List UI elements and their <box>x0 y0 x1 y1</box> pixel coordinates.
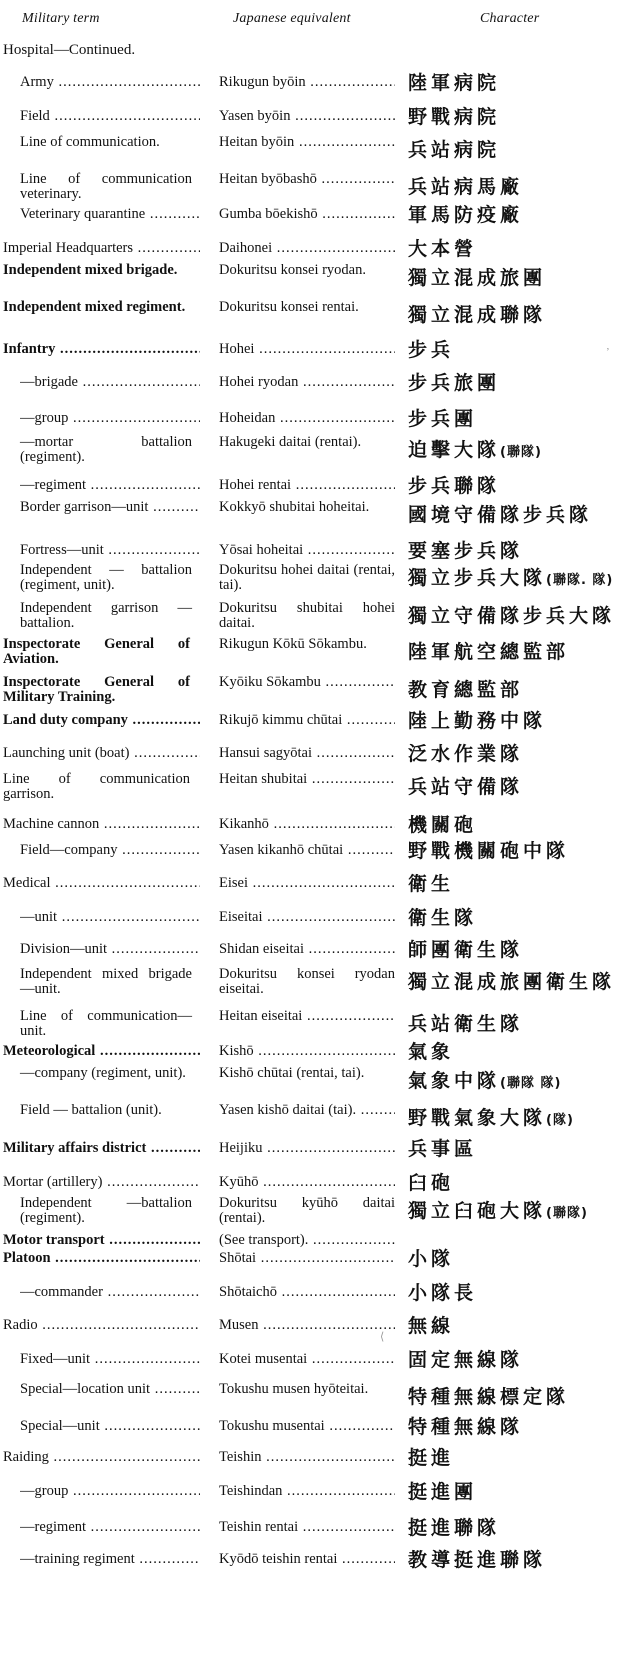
military-term: Field — battalion (unit). <box>20 1102 162 1118</box>
character-main: 教育總監部 <box>408 679 524 701</box>
military-term: Meteorological ..... <box>3 1044 200 1059</box>
character-text <box>408 372 636 394</box>
military-term: Launching unit (boat) ..... <box>3 746 200 761</box>
military-term: Machine cannon ..... <box>3 817 200 832</box>
character-text <box>408 1447 636 1469</box>
character-note: (聯隊) <box>500 445 542 460</box>
character-note: (聯隊 隊) <box>500 1076 562 1091</box>
japanese-equivalent: Shōtaichō ..... <box>219 1285 395 1300</box>
japanese-equivalent: Eisei ..... <box>219 876 395 891</box>
military-term: Army ..... <box>20 75 200 90</box>
character-text <box>408 873 636 895</box>
character-main: 挺進 <box>408 1447 455 1469</box>
japanese-equivalent: Yasen byōin ..... <box>219 109 395 124</box>
japanese-equivalent: Shidan eiseitai ..... <box>219 942 395 957</box>
character-text <box>408 1315 636 1337</box>
character-main: 步兵旅團 <box>408 372 501 394</box>
character-main: 兵站守備隊 <box>408 776 524 798</box>
column-header-military-term: Military term <box>22 11 100 26</box>
character-main: 兵站病院 <box>408 139 501 161</box>
character-main: 無線 <box>408 1315 455 1337</box>
military-term: Special—unit ..... <box>20 1419 200 1434</box>
military-term: —regiment ..... <box>20 478 200 493</box>
character-text <box>408 1248 636 1270</box>
character-main: 陸上勤務中隊 <box>408 710 547 732</box>
character-main: 教導挺進聯隊 <box>408 1549 547 1571</box>
character-main: 野戰氣象大隊 <box>408 1107 547 1129</box>
japanese-equivalent: Heitan shubitai ..... <box>219 772 395 787</box>
military-term: Field—company ..... <box>20 843 200 858</box>
military-term: —company (regiment, unit). <box>20 1065 186 1081</box>
character-text <box>408 1200 636 1225</box>
military-term: Line of communication. <box>20 134 160 150</box>
character-text <box>408 1041 636 1063</box>
military-term: Fixed—unit ..... <box>20 1352 200 1367</box>
military-term: Raiding ..... <box>3 1450 200 1465</box>
japanese-equivalent: Kikanhō ..... <box>219 817 395 832</box>
military-term: Medical ..... <box>3 876 200 891</box>
japanese-equivalent: Kyōiku Sōkambu ..... <box>219 675 395 690</box>
character-text <box>408 605 636 627</box>
character-text <box>408 1549 636 1571</box>
character-text <box>408 267 636 289</box>
military-term: Independent mixed brigade. <box>3 262 178 278</box>
japanese-equivalent: Hohei ..... <box>219 342 395 357</box>
character-main: 獨立混成旅團 <box>408 267 547 289</box>
character-main: 步兵團 <box>408 408 478 430</box>
character-text <box>408 567 636 592</box>
japanese-equivalent: Dokuritsu konsei ryodan. <box>219 262 366 278</box>
military-term: —mortar battalion (regiment). <box>20 434 192 465</box>
character-text <box>408 1282 636 1304</box>
character-text <box>408 408 636 430</box>
military-term: Independent —battalion (regiment). <box>20 1195 192 1226</box>
japanese-equivalent: Rikugun Kōkū Sōkambu. <box>219 636 367 652</box>
character-text <box>408 641 636 663</box>
character-text <box>408 1416 636 1438</box>
military-term: Platoon ..... <box>3 1251 200 1266</box>
character-note: (隊) <box>546 1113 574 1128</box>
japanese-equivalent: Kokkyō shubitai hoheitai. <box>219 499 370 515</box>
character-text <box>408 840 636 862</box>
military-term: Land duty company ..... <box>3 713 200 728</box>
military-term: Independent garrison —battalion. <box>20 600 192 631</box>
character-main: 挺進聯隊 <box>408 1517 501 1539</box>
military-term: Mortar (artillery) ..... <box>3 1175 200 1190</box>
character-text <box>408 475 636 497</box>
character-main: 國境守備隊步兵隊 <box>408 504 593 526</box>
japanese-equivalent: Dokuritsu kyūhō daitai (rentai). <box>219 1195 395 1226</box>
japanese-equivalent: Hoheidan ..... <box>219 411 395 426</box>
military-term: Infantry ..... <box>3 342 200 357</box>
japanese-equivalent: Dokuritsu konsei rentai. <box>219 299 359 315</box>
military-term: Imperial Headquarters ..... <box>3 241 200 256</box>
military-term: Division—unit ..... <box>20 942 200 957</box>
character-main: 野戰病院 <box>408 106 501 128</box>
character-main: 泛水作業隊 <box>408 743 524 765</box>
japanese-equivalent: Tokushu musen hyōteitai. <box>219 1381 369 1397</box>
character-main: 小隊長 <box>408 1282 478 1304</box>
military-term: —training regiment ..... <box>20 1552 200 1567</box>
japanese-equivalent: Hohei rentai ..... <box>219 478 395 493</box>
character-text <box>408 971 636 993</box>
japanese-equivalent: Teishin ..... <box>219 1450 395 1465</box>
character-main: 臼砲 <box>408 1172 455 1194</box>
character-text <box>408 1070 636 1095</box>
character-main: 特種無線標定隊 <box>408 1386 570 1408</box>
character-main: 師團衛生隊 <box>408 939 524 961</box>
military-term: Radio ..... <box>3 1318 200 1333</box>
character-main: 要塞步兵隊 <box>408 540 524 562</box>
character-main: 獨立臼砲大隊 <box>408 1200 547 1222</box>
character-text <box>408 743 636 765</box>
military-term: Line of communication veterinary. <box>20 171 192 202</box>
military-term: Motor transport ..... <box>3 1233 200 1248</box>
japanese-equivalent: Heijiku ..... <box>219 1141 395 1156</box>
character-main: 陸軍航空總監部 <box>408 641 570 663</box>
character-main: 氣象中隊 <box>408 1070 501 1092</box>
character-text <box>408 106 636 128</box>
character-main: 小隊 <box>408 1248 455 1270</box>
japanese-equivalent: (See transport). ..... <box>219 1233 395 1248</box>
character-main: 獨立混成旅團衛生隊 <box>408 971 616 993</box>
military-term: Field ..... <box>20 109 200 124</box>
character-text <box>408 814 636 836</box>
character-text <box>408 939 636 961</box>
japanese-equivalent: Dokuritsu hohei daitai (rentai, tai). <box>219 562 395 593</box>
military-term: Independent — battalion (regiment, unit). <box>20 562 192 593</box>
character-text <box>408 504 636 526</box>
military-term: Inspectorate General of Military Training. <box>3 674 190 705</box>
character-main: 衛生 <box>408 873 455 895</box>
japanese-equivalent: Heitan eiseitai ..... <box>219 1009 395 1024</box>
military-term: Line of communication garrison. <box>3 771 190 802</box>
character-main: 兵事區 <box>408 1138 478 1160</box>
military-term: —unit ..... <box>20 910 200 925</box>
japanese-equivalent: Hakugeki daitai (rentai). <box>219 434 362 450</box>
japanese-equivalent: Kishō ..... <box>219 1044 395 1059</box>
japanese-equivalent: Kishō chūtai (rentai, tai). <box>219 1065 365 1081</box>
japanese-equivalent: Musen ..... <box>219 1318 395 1333</box>
military-term: Military affairs district ..... <box>3 1141 200 1156</box>
character-main: 大本營 <box>408 238 478 260</box>
character-text <box>408 776 636 798</box>
japanese-equivalent: Heitan byōin ..... <box>219 135 395 150</box>
japanese-equivalent: Heitan byōbashō ..... <box>219 172 395 187</box>
character-text <box>408 1386 636 1408</box>
character-main: 步兵 <box>408 339 455 361</box>
character-main: 兵站衛生隊 <box>408 1013 524 1035</box>
japanese-equivalent: Eiseitai ..... <box>219 910 395 925</box>
military-term: Veterinary quarantine ..... <box>20 207 200 222</box>
character-main: 獨立守備隊步兵大隊 <box>408 605 616 627</box>
character-main: 挺進團 <box>408 1481 478 1503</box>
character-text <box>408 1138 636 1160</box>
character-main: 固定無線隊 <box>408 1349 524 1371</box>
character-text <box>408 439 636 464</box>
character-text <box>408 304 636 326</box>
japanese-equivalent: Yōsai hoheitai ..... <box>219 543 395 558</box>
military-term: Border garrison—unit ..... <box>20 500 200 515</box>
character-main: 氣象 <box>408 1041 455 1063</box>
character-main: 獨立步兵大隊 <box>408 567 547 589</box>
character-main: 迫擊大隊 <box>408 439 501 461</box>
character-text <box>408 204 636 226</box>
section-heading: Hospital—Continued. <box>3 42 136 58</box>
japanese-equivalent: Kyūhō ..... <box>219 1175 395 1190</box>
character-text <box>408 1172 636 1194</box>
character-text <box>408 238 636 260</box>
column-header-japanese-equivalent: Japanese equivalent <box>233 11 351 26</box>
character-text <box>408 176 636 198</box>
military-term: —regiment ..... <box>20 1520 200 1535</box>
character-main: 兵站病馬廠 <box>408 176 524 198</box>
japanese-equivalent: Tokushu musentai ..... <box>219 1419 395 1434</box>
character-text <box>408 679 636 701</box>
character-text <box>408 139 636 161</box>
japanese-equivalent: Rikugun byōin ..... <box>219 75 395 90</box>
character-text <box>408 907 636 929</box>
japanese-equivalent: Kyōdō teishin rentai ..... <box>219 1552 395 1567</box>
character-text <box>408 72 636 94</box>
character-main: 衛生隊 <box>408 907 478 929</box>
military-term: —group ..... <box>20 411 200 426</box>
character-text <box>408 540 636 562</box>
military-term: Independent mixed regiment. <box>3 299 186 315</box>
japanese-equivalent: Shōtai ..... <box>219 1251 395 1266</box>
character-text <box>408 339 636 361</box>
military-term: —commander ..... <box>20 1285 200 1300</box>
character-note: (聯隊. 隊) <box>546 573 614 588</box>
character-main: 陸軍病院 <box>408 72 501 94</box>
character-text <box>408 1517 636 1539</box>
scan-mark: ⟨ <box>380 1331 385 1343</box>
military-term: Line of communication—unit. <box>20 1008 192 1039</box>
character-main: 軍馬防疫廠 <box>408 204 524 226</box>
character-note: (聯隊) <box>546 1206 588 1221</box>
japanese-equivalent: Hansui sagyōtai ..... <box>219 746 395 761</box>
scan-mark: ‚ <box>606 340 610 352</box>
character-text <box>408 1013 636 1035</box>
japanese-equivalent: Dokuritsu konsei ryodan eiseitai. <box>219 966 395 997</box>
japanese-equivalent: Daihonei ..... <box>219 241 395 256</box>
character-text <box>408 1349 636 1371</box>
japanese-equivalent: Yasen kikanhō chūtai ..... <box>219 843 395 858</box>
character-main: 野戰機關砲中隊 <box>408 840 570 862</box>
japanese-equivalent: Kotei musentai ..... <box>219 1352 395 1367</box>
military-term: Inspectorate General of Aviation. <box>3 636 190 667</box>
military-term: —group ..... <box>20 1484 200 1499</box>
character-main: 特種無線隊 <box>408 1416 524 1438</box>
japanese-equivalent: Gumba bōekishō ..... <box>219 207 395 222</box>
character-main: 機關砲 <box>408 814 478 836</box>
military-term: —brigade ..... <box>20 375 200 390</box>
military-term: Special—location unit ..... <box>20 1382 200 1397</box>
character-text <box>408 710 636 732</box>
japanese-equivalent: Teishin rentai ..... <box>219 1520 395 1535</box>
character-main: 步兵聯隊 <box>408 475 501 497</box>
japanese-equivalent: Teishindan ..... <box>219 1484 395 1499</box>
character-text <box>408 1481 636 1503</box>
military-term: Independent mixed brigade—unit. <box>20 966 192 997</box>
japanese-equivalent: Hohei ryodan ..... <box>219 375 395 390</box>
japanese-equivalent: Dokuritsu shubitai hohei daitai. <box>219 600 395 631</box>
japanese-equivalent: Yasen kishō daitai (tai). ..... <box>219 1103 395 1118</box>
japanese-equivalent: Rikujō kimmu chūtai ..... <box>219 713 395 728</box>
column-header-character: Character <box>480 11 540 26</box>
character-text <box>408 1107 636 1132</box>
character-main: 獨立混成聯隊 <box>408 304 547 326</box>
military-term: Fortress—unit ..... <box>20 543 200 558</box>
